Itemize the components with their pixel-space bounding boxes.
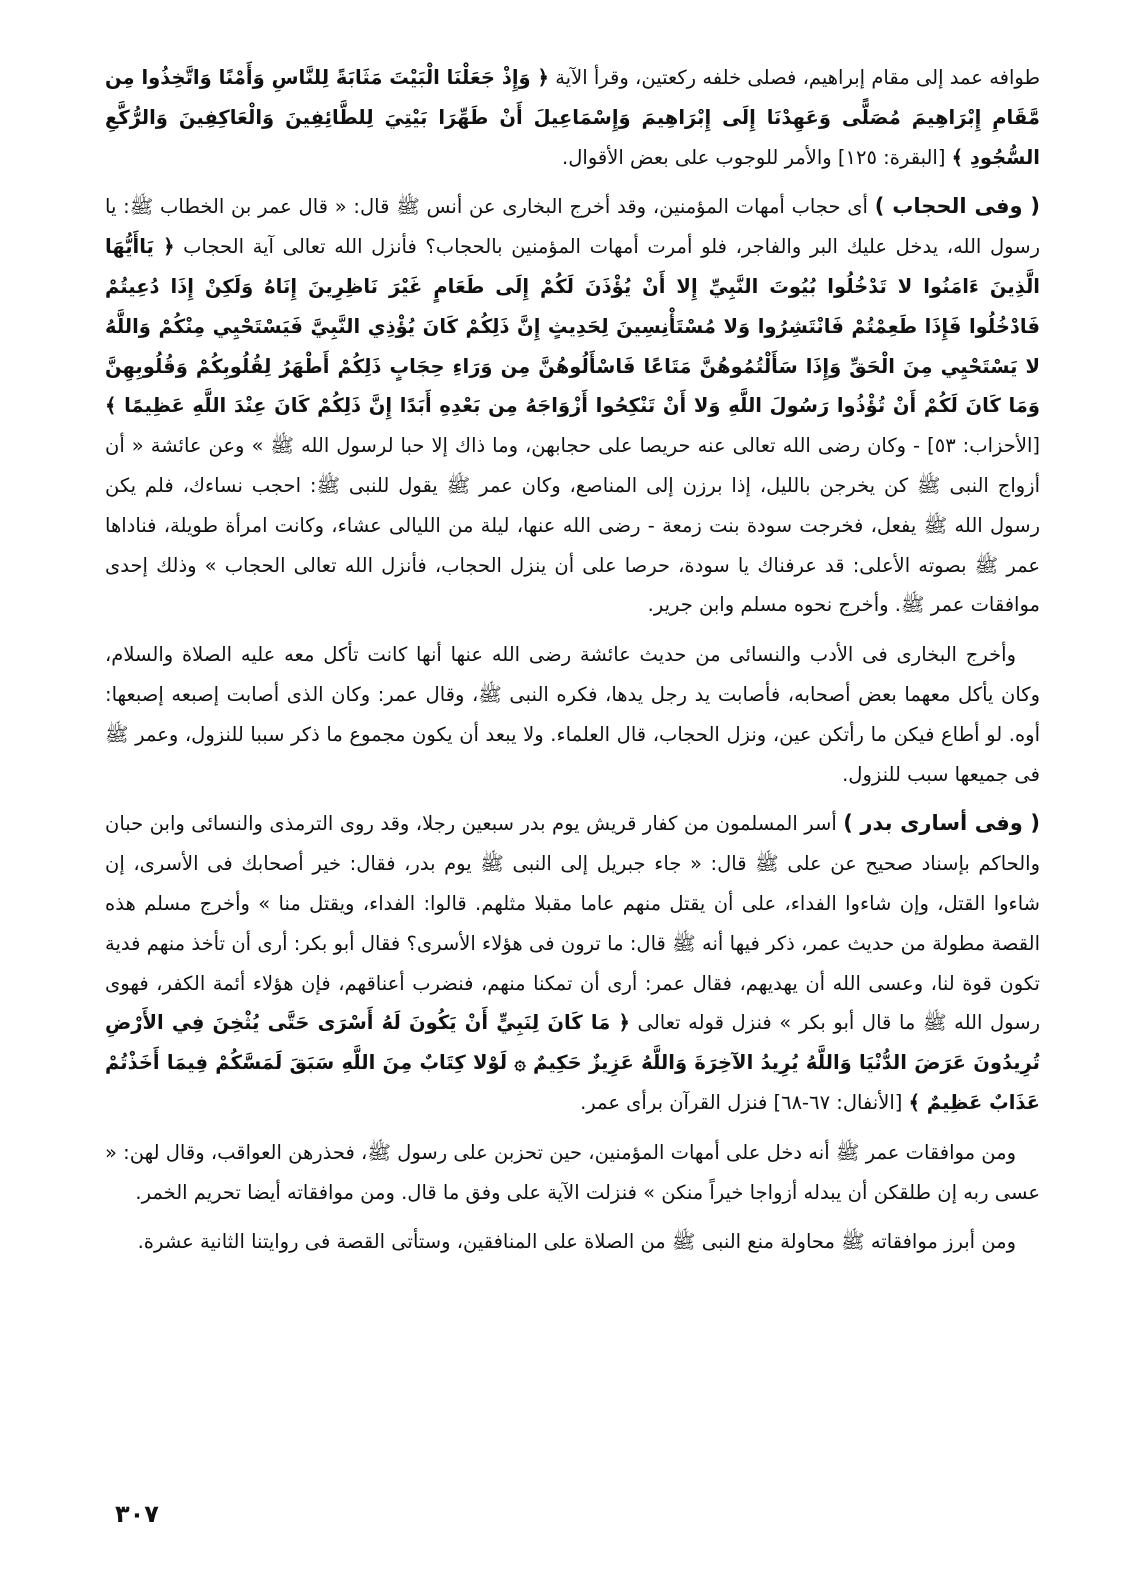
- page-body: [105, 58, 1040, 1272]
- page-number: ٣٠٧: [115, 1500, 159, 1528]
- paragraph-1: [105, 58, 1040, 177]
- text-run: وأخرج البخارى فى الأدب والنسائى من حديث عائشة رضى الله عنها أنها كانت تأكل معه عليه الصلاة والسلام، وكان يأكل معهما بعض أصحابه، فأصابت يد رجل يدها، فكره النبى ﷺ، وقال عمر: وكان الذى أصابت إصبعه إصبعها: أوه. لو أطاع فيكن ما رأتكن عين، ونزل الحجاب، قال العلماء. ولا يبعد أن يكون مجموع ما ذكر سببا للنزول، وعمر ﷺ فى جميعها سبب للنزول.: [105, 643, 1040, 786]
- quran-verse: ﴿ وَإِذْ جَعَلْنَا الْبَيْتَ مَثَابَةً لِلنَّاسِ وَأَمْنًا وَاتَّخِذُوا مِن مَّقَامِ إِبْرَاهِيمَ مُصَلًّى وَعَهِدْنَا إِلَى إِبْرَاهِيمَ وَإِسْمَاعِيلَ أَنْ طَهِّرَا بَيْتِيَ لِلطَّائِفِينَ وَالْعَاكِفِينَ وَالرُّكَّعِ السُّجُودِ ﴾: [105, 66, 1040, 169]
- section-heading-badr-captives: ( وفى أسارى بدر ): [843, 811, 1040, 836]
- quran-verse: ﴿ مَا كَانَ لِنَبِيٍّ أَنْ يَكُونَ لَهُ أَسْرَى حَتَّى يُثْخِنَ فِي الأَرْضِ تُرِيدُونَ عَرَضَ الدُّنْيَا وَاللَّهُ يُرِيدُ الآخِرَةَ وَاللَّهُ عَزِيزٌ حَكِيمٌ ۞ لَوْلا كِتَابٌ مِنَ اللَّهِ سَبَقَ لَمَسَّكُمْ فِيمَا أَخَذْتُمْ عَذَابٌ عَظِيمٌ ﴾: [105, 1011, 1040, 1114]
- paragraph-2: [105, 187, 1040, 625]
- paragraph-5: [105, 1133, 1040, 1213]
- paragraph-3: [105, 635, 1040, 794]
- quran-verse: ﴿ يَاأَيُّهَا الَّذِينَ ءَامَنُوا لا تَدْخُلُوا بُيُوتَ النَّبِيِّ إِلا أَنْ يُؤْذَنَ لَكُمْ إِلَى طَعَامٍ غَيْرَ نَاظِرِينَ إِنَاهُ وَلَكِنْ إِذَا دُعِيتُمْ فَادْخُلُوا فَإِذَا طَعِمْتُمْ فَانْتَشِرُوا وَلا مُسْتَأْنِسِينَ لِحَدِيثٍ إِنَّ ذَلِكُمْ كَانَ يُؤْذِي النَّبِيَّ فَيَسْتَحْيِي مِنْكُمْ وَاللَّهُ لا يَسْتَحْيِي مِنَ الْحَقِّ وَإِذَا سَأَلْتُمُوهُنَّ مَتَاعًا فَاسْأَلُوهُنَّ مِن وَرَاءِ حِجَابٍ ذَلِكُمْ أَطْهَرُ لِقُلُوبِكُمْ وَقُلُوبِهِنَّ وَمَا كَانَ لَكُمْ أَنْ تُؤْذُوا رَسُولَ اللَّهِ وَلا أَنْ تَنْكِحُوا أَزْوَاجَهُ مِن بَعْدِهِ أَبَدًا إِنَّ ذَلِكُمْ كَانَ عِنْدَ اللَّهِ عَظِيمًا ﴾: [105, 235, 1040, 418]
- text-run: [الأنفال: ٦٧-٦٨] فنزل القرآن برأى عمر.: [580, 1090, 909, 1114]
- text-run: [البقرة: ١٢٥] والأمر للوجوب على بعض الأقوال.: [562, 145, 952, 169]
- text-run: ومن موافقات عمر ﷺ أنه دخل على أمهات المؤمنين، حين تحزبن على رسول ﷺ، فحذرهن العواقب، وقال لهن: « عسى ربه إن طلقكن أن يبدله أزواجا خيراً منكن » فنزلت الآية على وفق ما قال. ومن موافقاته أيضا تحريم الخمر.: [105, 1140, 1040, 1204]
- paragraph-6: [105, 1222, 1040, 1262]
- text-run: [الأحزاب: ٥٣] - وكان رضى الله تعالى عنه حريصا على حجابهن، وما ذاك إلا حبا لرسول الله ﷺ » وعن عائشة « أن أزواج النبى ﷺ كن يخرجن بالليل، إذا برزن إلى المناصع، وكان عمر ﷺ يقول للنبى ﷺ: احجب نساءك، فلم يكن رسول الله ﷺ يفعل، فخرجت سودة بنت زمعة - رضى الله عنها، ليلة من الليالى عشاء، وكانت امرأة طويلة، فناداها عمر ﷺ بصوته الأعلى: قد عرفناك يا سودة، حرصا على أن ينزل الحجاب، فأنزل الله تعالى الحجاب » وذلك إحدى موافقات عمر ﷺ. وأخرج نحوه مسلم وابن جرير.: [105, 434, 1040, 617]
- text-run: أى حجاب أمهات المؤمنين، وقد أخرج البخارى عن أنس ﷺ قال: « قال عمر بن الخطاب ﷺ: يا رسول الله، يدخل عليك البر والفاجر، فلو أمرت أمهات المؤمنين بالحجاب؟ فأنزل الله تعالى آية الحجاب: [105, 195, 1040, 259]
- text-run: ومن أبرز موافقاته ﷺ محاولة منع النبى ﷺ من الصلاة على المنافقين، وستأتى القصة فى روايتنا الثانية عشرة.: [137, 1230, 1016, 1254]
- paragraph-4: [105, 804, 1040, 1122]
- section-heading-hijab: ( وفى الحجاب ): [874, 194, 1040, 219]
- text-run: طوافه عمد إلى مقام إبراهيم، فصلى خلفه ركعتين، وقرأ الآية: [548, 66, 1040, 89]
- text-run: أسر المسلمون من كفار قريش يوم بدر سبعين رجلا، وقد روى الترمذى والنسائى وابن حبان والحاكم بإسناد صحيح عن على ﷺ قال: « جاء جبريل إلى النبى ﷺ يوم بدر، فقال: خير أصحابك فى الأسرى، إن شاءوا القتل، وإن شاءوا الفداء، على أن يقتل منهم عاما مقبلا مثلهم. قالوا: الفداء، ويقتل منا » وأخرج مسلم هذه القصة مطولة من حديث عمر، ذكر فيها أنه ﷺ قال: ما ترون فى هؤلاء الأسرى؟ فقال أبو بكر: أرى أن تأخذ منهم فدية تكون قوة لنا، وعسى الله أن يهديهم، فقال عمر: أرى أن تمكنا منهم، فنضرب أعناقهم، فإن هؤلاء أئمة الكفر، فهوى رسول الله ﷺ ما قال أبو بكر » فنزل قوله تعالى: [105, 812, 1040, 1035]
